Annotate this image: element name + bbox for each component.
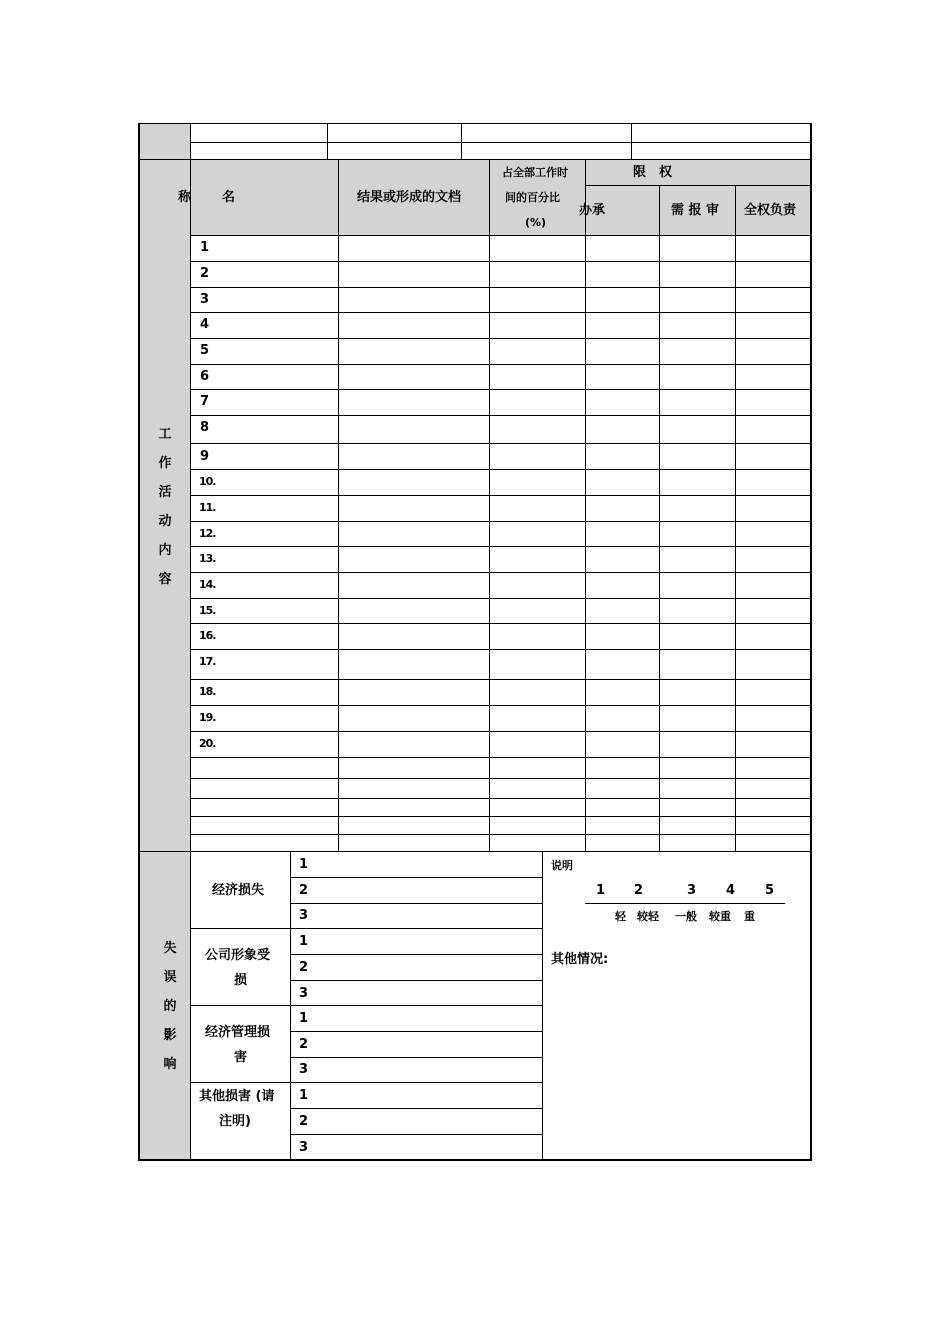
header-authority-col2: 需 报 审 [671, 203, 720, 218]
group-label: 经济管理损 [205, 1025, 271, 1040]
row-number: 10. [199, 475, 216, 488]
row-number: 13. [199, 552, 216, 565]
group-item-number: 3 [299, 908, 309, 923]
row-number: 12. [199, 527, 216, 540]
row-number: 11. [199, 501, 216, 514]
row-number: 9 [200, 449, 210, 464]
group-item-number: 1 [299, 857, 309, 872]
work-side-char: 活 [158, 485, 172, 500]
group-label: 经济损失 [212, 883, 265, 898]
row-number: 19. [199, 711, 216, 724]
scale-number: 5 [765, 883, 775, 898]
row-number: 5 [200, 343, 210, 358]
error-side-char: 失 [163, 941, 177, 956]
group-label: 害 [234, 1050, 248, 1065]
header-authority-col3: 全权负责 [744, 203, 797, 218]
work-side-char: 动 [158, 514, 172, 529]
row-number: 18. [199, 685, 216, 698]
group-item-number: 3 [299, 1062, 309, 1077]
header-percent-line3: (%) [525, 216, 547, 229]
group-item-number: 1 [299, 1011, 309, 1026]
row-number: 20. [199, 737, 216, 750]
note-label: 说明 [551, 859, 573, 872]
scale-word: 较重 [709, 910, 731, 923]
work-side-char: 工 [158, 427, 172, 442]
error-side-label [160, 934, 180, 1079]
scale-number: 3 [687, 883, 697, 898]
error-side-char: 响 [163, 1057, 177, 1072]
scale-word: 重 [744, 910, 755, 923]
group-label: 公司形象受 [205, 948, 271, 963]
row-number: 17. [199, 655, 216, 668]
scale-word: 较轻 [637, 910, 659, 923]
header-authority: 限 权 [633, 165, 673, 180]
group-item-number: 2 [299, 1114, 309, 1129]
row-number: 14. [199, 578, 216, 591]
group-item-number: 2 [299, 960, 309, 975]
scale-number: 2 [634, 883, 644, 898]
error-side-char: 影 [163, 1028, 177, 1043]
row-number: 16. [199, 629, 216, 642]
group-item-number: 2 [299, 1037, 309, 1052]
row-number: 4 [200, 317, 210, 332]
header-percent-line1: 占全部工作时 [502, 166, 568, 179]
group-label: 损 [234, 973, 248, 988]
row-number: 3 [200, 292, 210, 307]
group-item-number: 3 [299, 986, 309, 1001]
row-number: 6 [200, 369, 210, 384]
scale-number: 4 [726, 883, 736, 898]
scale-number: 1 [596, 883, 606, 898]
work-side-char: 内 [158, 543, 172, 558]
row-number: 8 [200, 420, 210, 435]
header-authority-col1: 办承 [579, 203, 606, 218]
group-item-number: 1 [299, 934, 309, 949]
row-number: 1 [200, 240, 210, 255]
row-number: 15. [199, 604, 216, 617]
header-name-right: 名 [222, 190, 236, 205]
header-name-left: 称 [178, 190, 192, 205]
error-side-char: 的 [163, 999, 177, 1014]
other-situation-label: 其他情况: [551, 952, 609, 967]
work-side-label [155, 420, 175, 594]
error-side-char: 误 [163, 970, 177, 985]
group-label: 其他损害 (请 [199, 1089, 275, 1104]
header-result: 结果或形成的文档 [357, 190, 462, 205]
work-side-char: 作 [158, 456, 172, 471]
group-item-number: 2 [299, 883, 309, 898]
scale-word: 轻 [615, 910, 626, 923]
row-number: 7 [200, 394, 210, 409]
header-percent-line2: 间的百分比 [505, 191, 560, 204]
work-side-char: 容 [158, 572, 172, 587]
group-item-number: 1 [299, 1088, 309, 1103]
group-label: 注明) [219, 1114, 251, 1129]
row-number: 2 [200, 266, 210, 281]
form-outer-frame [138, 123, 812, 1161]
scale-word: 一般 [675, 910, 697, 923]
group-item-number: 3 [299, 1140, 309, 1155]
scale-underline [585, 903, 785, 904]
